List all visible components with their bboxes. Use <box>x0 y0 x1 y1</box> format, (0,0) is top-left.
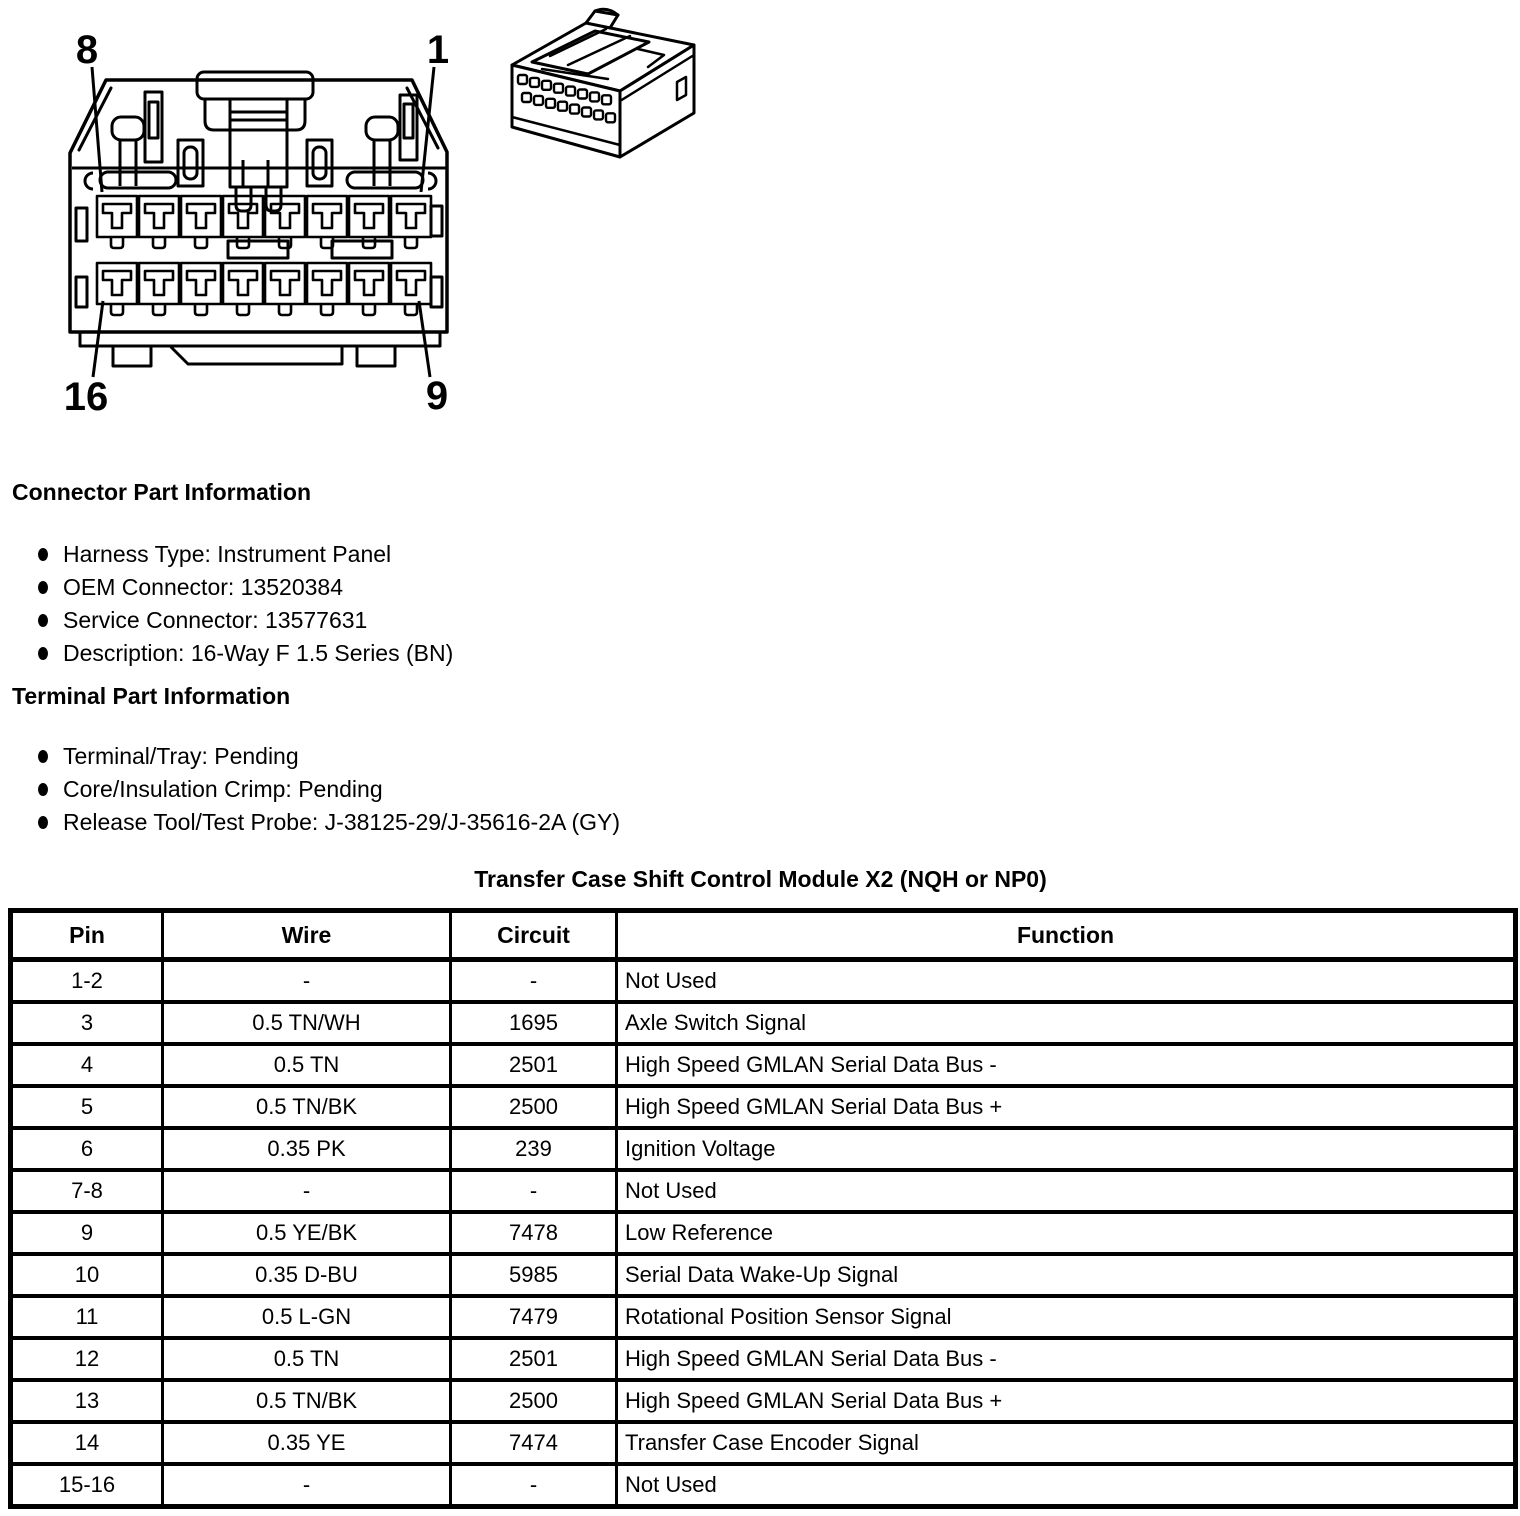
terminal-pin-slot <box>397 204 425 228</box>
pin-cell: 11 <box>11 1296 163 1338</box>
table-row <box>11 1296 1516 1338</box>
terminal-pin-slot <box>313 271 341 295</box>
pin-cell: 3 <box>11 1002 163 1044</box>
terminal-pin-slot <box>229 204 257 228</box>
terminal-cavity <box>265 263 305 304</box>
bullet-icon <box>38 816 48 829</box>
list-item-text: Release Tool/Test Probe: J-38125-29/J-35616-2A (GY) <box>63 809 620 835</box>
list-item-text: Description: 16-Way F 1.5 Series (BN) <box>63 640 454 666</box>
function-cell: Not Used <box>617 960 1516 1003</box>
list-item-text: Core/Insulation Crimp: Pending <box>63 776 383 802</box>
terminal-pin-slot <box>355 271 383 295</box>
pin-cell: 15-16 <box>11 1464 163 1507</box>
terminal-pin-slot <box>103 271 131 295</box>
wire-cell: 0.5 TN <box>163 1044 451 1086</box>
terminal-pin-slot <box>145 271 173 295</box>
pin-cell: 7-8 <box>11 1170 163 1212</box>
bullet-icon <box>38 750 48 763</box>
pin-label-bottom-left: 16 <box>63 375 109 419</box>
terminal-cavity <box>265 196 305 237</box>
pin-cell: 14 <box>11 1422 163 1464</box>
bullet-icon <box>38 647 48 660</box>
terminal-cavity <box>391 196 431 237</box>
terminal-stem <box>195 237 207 248</box>
terminal-pin-slot <box>313 204 341 228</box>
connector-iso-figure <box>498 5 708 165</box>
terminal-stem <box>111 304 123 315</box>
function-cell: Ignition Voltage <box>617 1128 1516 1170</box>
circuit-cell: - <box>451 1170 617 1212</box>
terminal-cavity <box>139 196 179 237</box>
terminal-stem <box>405 237 417 248</box>
list-item <box>12 637 912 670</box>
terminal-pin-slot <box>271 204 299 228</box>
table-row <box>11 1422 1516 1464</box>
circuit-cell: 7474 <box>451 1422 617 1464</box>
terminal-pin-slot <box>103 204 131 228</box>
terminal-cavity <box>349 263 389 304</box>
pin-cell: 10 <box>11 1254 163 1296</box>
wire-cell: 0.35 D-BU <box>163 1254 451 1296</box>
connector-part-info-heading: Connector Part Information <box>12 479 312 505</box>
connector-face-figure <box>0 0 480 420</box>
function-cell: High Speed GMLAN Serial Data Bus + <box>617 1086 1516 1128</box>
wire-cell: 0.5 L-GN <box>163 1296 451 1338</box>
wire-cell: 0.5 TN/BK <box>163 1086 451 1128</box>
list-item <box>12 806 912 839</box>
terminal-cavity <box>181 263 221 304</box>
table-title: Transfer Case Shift Control Module X2 (NQH or NP0) <box>474 866 1047 892</box>
bullet-icon <box>38 614 48 627</box>
pin-cell: 1-2 <box>11 960 163 1003</box>
pin-table-body <box>11 960 1516 1507</box>
wire-column-header: Wire <box>163 911 451 960</box>
pin-cell: 5 <box>11 1086 163 1128</box>
list-item-text: Terminal/Tray: Pending <box>63 743 299 769</box>
circuit-cell: 7479 <box>451 1296 617 1338</box>
pin-cell: 12 <box>11 1338 163 1380</box>
list-item <box>12 773 912 806</box>
function-column-header: Function <box>617 911 1516 960</box>
pin-cell: 9 <box>11 1212 163 1254</box>
table-row <box>11 1254 1516 1296</box>
circuit-cell: 2500 <box>451 1380 617 1422</box>
terminal-cavity <box>181 196 221 237</box>
function-cell: Low Reference <box>617 1212 1516 1254</box>
table-row <box>11 1380 1516 1422</box>
function-cell: High Speed GMLAN Serial Data Bus - <box>617 1044 1516 1086</box>
pin-column-header: Pin <box>11 911 163 960</box>
part-information <box>12 478 912 839</box>
terminal-stem <box>237 304 249 315</box>
terminal-stem <box>111 237 123 248</box>
table-row <box>11 1086 1516 1128</box>
pin-cell: 13 <box>11 1380 163 1422</box>
circuit-cell: 2501 <box>451 1044 617 1086</box>
function-cell: High Speed GMLAN Serial Data Bus + <box>617 1380 1516 1422</box>
bullet-icon <box>38 783 48 796</box>
table-header-row <box>11 911 1516 960</box>
pin-label-top-right: 1 <box>426 28 450 72</box>
terminal-cavity <box>223 263 263 304</box>
pin-cell: 6 <box>11 1128 163 1170</box>
terminal-stem <box>153 237 165 248</box>
list-item <box>12 571 912 604</box>
terminal-stem <box>405 304 417 315</box>
function-cell: Not Used <box>617 1170 1516 1212</box>
terminal-pin-slot <box>145 204 173 228</box>
circuit-column-header: Circuit <box>451 911 617 960</box>
list-item <box>12 538 912 571</box>
bullet-icon <box>38 548 48 561</box>
wire-cell: - <box>163 1170 451 1212</box>
wire-cell: - <box>163 960 451 1003</box>
circuit-cell: 2501 <box>451 1338 617 1380</box>
function-cell: Rotational Position Sensor Signal <box>617 1296 1516 1338</box>
table-row <box>11 1128 1516 1170</box>
wire-cell: - <box>163 1464 451 1507</box>
function-cell: Not Used <box>617 1464 1516 1507</box>
table-row <box>11 1170 1516 1212</box>
list-item <box>12 740 912 773</box>
terminal-stem <box>153 304 165 315</box>
terminal-cavity <box>223 196 263 237</box>
bullet-icon <box>38 581 48 594</box>
terminal-pin-slot <box>397 271 425 295</box>
circuit-cell: - <box>451 1464 617 1507</box>
function-cell: High Speed GMLAN Serial Data Bus - <box>617 1338 1516 1380</box>
terminal-cavity <box>391 263 431 304</box>
wire-cell: 0.5 YE/BK <box>163 1212 451 1254</box>
terminal-stem <box>363 304 375 315</box>
terminal-cavity <box>307 263 347 304</box>
wire-cell: 0.35 YE <box>163 1422 451 1464</box>
table-row <box>11 960 1516 1003</box>
table-row <box>11 1212 1516 1254</box>
function-cell: Axle Switch Signal <box>617 1002 1516 1044</box>
terminal-stem <box>195 304 207 315</box>
terminal-cavity <box>349 196 389 237</box>
table-row <box>11 1338 1516 1380</box>
terminal-part-info-heading: Terminal Part Information <box>12 683 291 709</box>
terminal-cavity <box>139 263 179 304</box>
terminal-pin-slot <box>271 271 299 295</box>
pin-label-top-left: 8 <box>75 28 99 72</box>
circuit-cell: 2500 <box>451 1086 617 1128</box>
table-row <box>11 1464 1516 1507</box>
wire-cell: 0.5 TN/BK <box>163 1380 451 1422</box>
list-item <box>12 604 912 637</box>
table-row <box>11 1002 1516 1044</box>
terminal-cavity <box>307 196 347 237</box>
wire-cell: 0.5 TN/WH <box>163 1002 451 1044</box>
circuit-cell: 7478 <box>451 1212 617 1254</box>
terminal-pin-slot <box>187 271 215 295</box>
terminal-pin-slot <box>187 204 215 228</box>
table-row <box>11 1044 1516 1086</box>
terminal-part-info-list <box>12 740 912 839</box>
terminal-stem <box>321 304 333 315</box>
connector-part-info-list <box>12 538 912 670</box>
terminal-stem <box>279 304 291 315</box>
list-item-text: Harness Type: Instrument Panel <box>63 541 392 567</box>
pin-cell: 4 <box>11 1044 163 1086</box>
list-item-text: OEM Connector: 13520384 <box>63 574 344 600</box>
circuit-cell: - <box>451 960 617 1003</box>
terminal-cavity <box>97 196 137 237</box>
circuit-cell: 5985 <box>451 1254 617 1296</box>
terminal-cavity <box>97 263 137 304</box>
pin-table <box>8 908 1518 1509</box>
circuit-cell: 239 <box>451 1128 617 1170</box>
pin-label-bottom-right: 9 <box>425 374 449 418</box>
function-cell: Transfer Case Encoder Signal <box>617 1422 1516 1464</box>
circuit-cell: 1695 <box>451 1002 617 1044</box>
list-item-text: Service Connector: 13577631 <box>63 607 368 633</box>
wire-cell: 0.35 PK <box>163 1128 451 1170</box>
wire-cell: 0.5 TN <box>163 1338 451 1380</box>
function-cell: Serial Data Wake-Up Signal <box>617 1254 1516 1296</box>
terminal-pin-slot <box>229 271 257 295</box>
terminal-pin-slot <box>355 204 383 228</box>
